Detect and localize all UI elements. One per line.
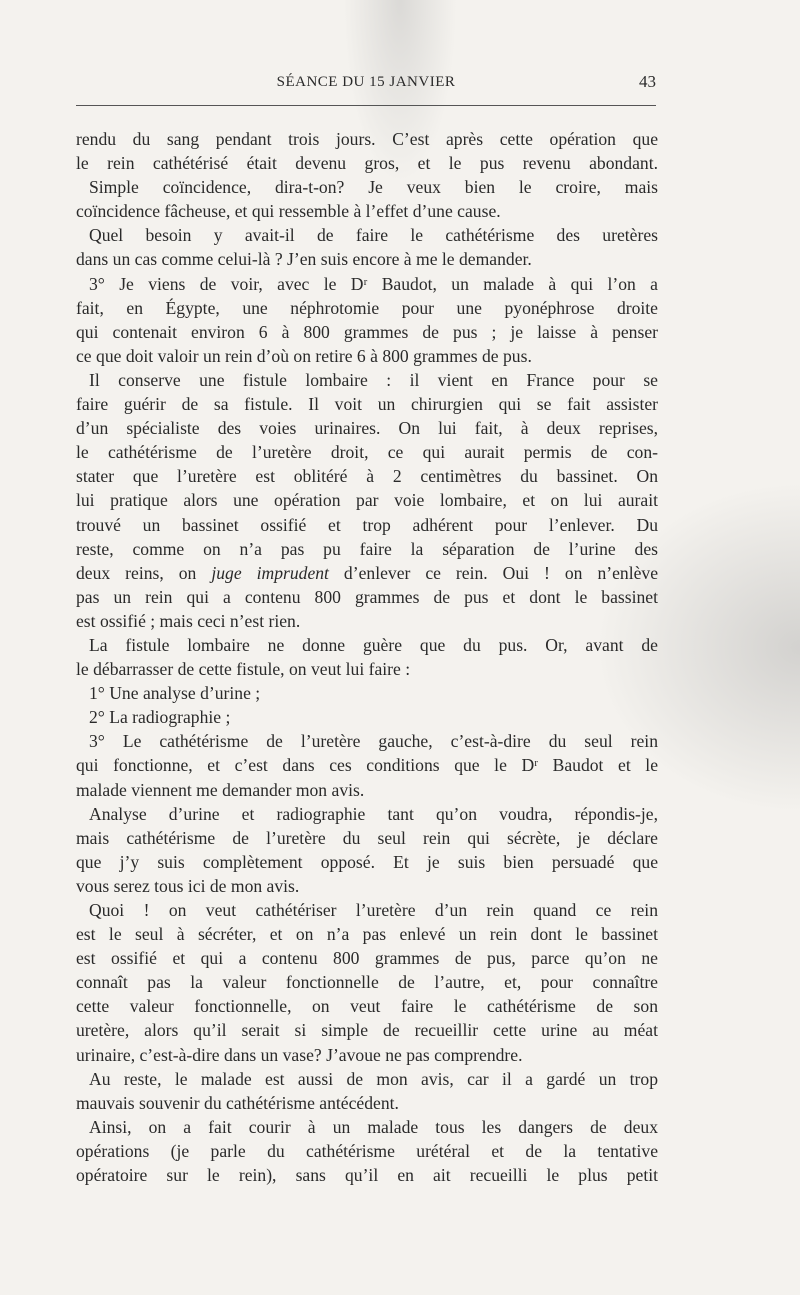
text-line: pas un rein qui a contenu 800 grammes de pus et dont le bassinet [76,586,658,607]
paragraph [76,1115,658,1187]
running-title: SÉANCE DU 15 JANVIER [276,74,456,90]
text-line: faire guérir de sa fistule. Il voit un chirurgien qui se fait assister [76,394,658,415]
text-line: Quel besoin y avait-il de faire le cathétérisme des uretères [89,225,658,246]
text-line: qui contenait environ 6 à 800 grammes de pus ; je laisse à penser [76,321,658,342]
paragraph [76,1067,658,1115]
text-line: Au reste, le malade est aussi de mon avis, car il a gardé un trop [89,1068,658,1089]
page-number: 43 [639,72,656,91]
text-line: cette valeur fonctionnelle, on veut faire le cathétérisme de son [76,996,658,1017]
text-line: le rein cathétérisé était devenu gros, et le pus revenu abondant. [76,153,658,174]
text-line: Il conserve une fistule lombaire : il vient en France pour se [89,369,658,390]
text-fragment: deux reins, on [76,562,212,583]
text-line: 2° La radiographie ; [89,707,231,728]
text-fragment: d’enlever ce rein. Oui ! on n’enlève [328,562,659,583]
text-line: le cathétérisme de l’uretère droit, ce qui aurait permis de con- [76,442,658,463]
paragraph [76,633,658,681]
paragraph [76,802,658,898]
page-header [76,74,656,98]
text-line: est ossifié et qui a contenu 800 grammes de pus, parce qu’on ne [76,948,658,969]
text-line: La fistule lombaire ne donne guère que du pus. Or, avant de [89,634,658,655]
body-text [76,127,658,1187]
paragraph [76,127,658,223]
text-line: est le seul à sécréter, et on n’a pas enlevé un rein dont le bassinet [76,924,658,945]
text-line: Analyse d’urine et radiographie tant qu’on voudra, répondis-je, [89,803,658,824]
text-line: fait, en Égypte, une néphrotomie pour une pyonéphrose droite [76,297,658,318]
text-line: reste, comme on n’a pas pu faire la séparation de l’urine des [76,538,658,559]
text-line: Simple coïncidence, dira-t-on? Je veux bien le croire, mais [89,177,658,198]
text-line: 3° Je viens de voir, avec le Dʳ Baudot, un malade à qui l’on a [89,273,658,294]
text-line: que j’y suis complètement opposé. Et je suis bien persuadé que [76,851,658,872]
text-line: opérations (je parle du cathétérisme urétéral et de la tentative [76,1140,658,1161]
text-line-with-emphasis [76,561,658,585]
text-line: rendu du sang pendant trois jours. C’est après cette opération que [76,129,658,149]
emphasized-text: juge imprudent [211,562,329,583]
list-item [76,681,658,705]
text-line: uretère, alors qu’il serait si simple de recueillir cette urine au méat [76,1020,658,1041]
text-line: mais cathétérisme de l’uretère du seul rein qui sécrète, je déclare [76,827,658,848]
text-line: Quoi ! on veut cathétériser l’uretère d’un rein quand ce rein [89,900,658,920]
text-line: connaît pas la valeur fonctionnelle de l’autre, et, pour connaître [76,972,658,993]
text-line: vous serez tous ici de mon avis. [76,875,300,896]
text-line: mauvais souvenir du cathétérisme antécédent. [76,1092,399,1113]
text-line: dans un cas comme celui-là ? J’en suis encore à me le demander. [76,249,532,270]
text-line: lui pratique alors une opération par voie lombaire, et on lui aurait [76,490,658,511]
text-line: urinaire, c’est-à-dire dans un vase? J’avoue ne pas comprendre. [76,1044,523,1065]
paragraph [76,898,658,1067]
list-item [76,729,658,801]
paragraph [76,223,658,271]
text-line: qui fonctionne, et c’est dans ces conditions que le Dʳ Baudot et le [76,755,658,776]
text-line: coïncidence fâcheuse, et qui ressemble à l’effet d’une cause. [76,201,501,222]
text-line: stater que l’uretère est oblitéré à 2 centimètres du bassinet. On [76,466,658,487]
list-item [76,705,658,729]
text-line: ce que doit valoir un rein d’où on retire 6 à 800 grammes de pus. [76,345,532,366]
text-line: Ainsi, on a fait courir à un malade tous les dangers de deux [89,1116,658,1137]
text-line: malade viennent me demander mon avis. [76,779,365,800]
text-line: 3° Le cathétérisme de l’uretère gauche, c’est-à-dire du seul rein [89,731,658,752]
paragraph [76,368,658,633]
text-line: le débarrasser de cette fistule, on veut lui faire : [76,659,411,680]
paragraph [76,272,658,368]
text-line: opératoire sur le rein), sans qu’il en ait recueilli le plus petit [76,1165,658,1186]
text-line: est ossifié ; mais ceci n’est rien. [76,610,301,631]
text-line: trouvé un bassinet ossifié et trop adhérent pour l’enlever. Du [76,514,658,535]
text-line: 1° Une analyse d’urine ; [89,683,261,704]
text-line: d’un spécialiste des voies urinaires. On lui fait, à deux reprises, [76,418,658,439]
header-rule [76,105,656,106]
